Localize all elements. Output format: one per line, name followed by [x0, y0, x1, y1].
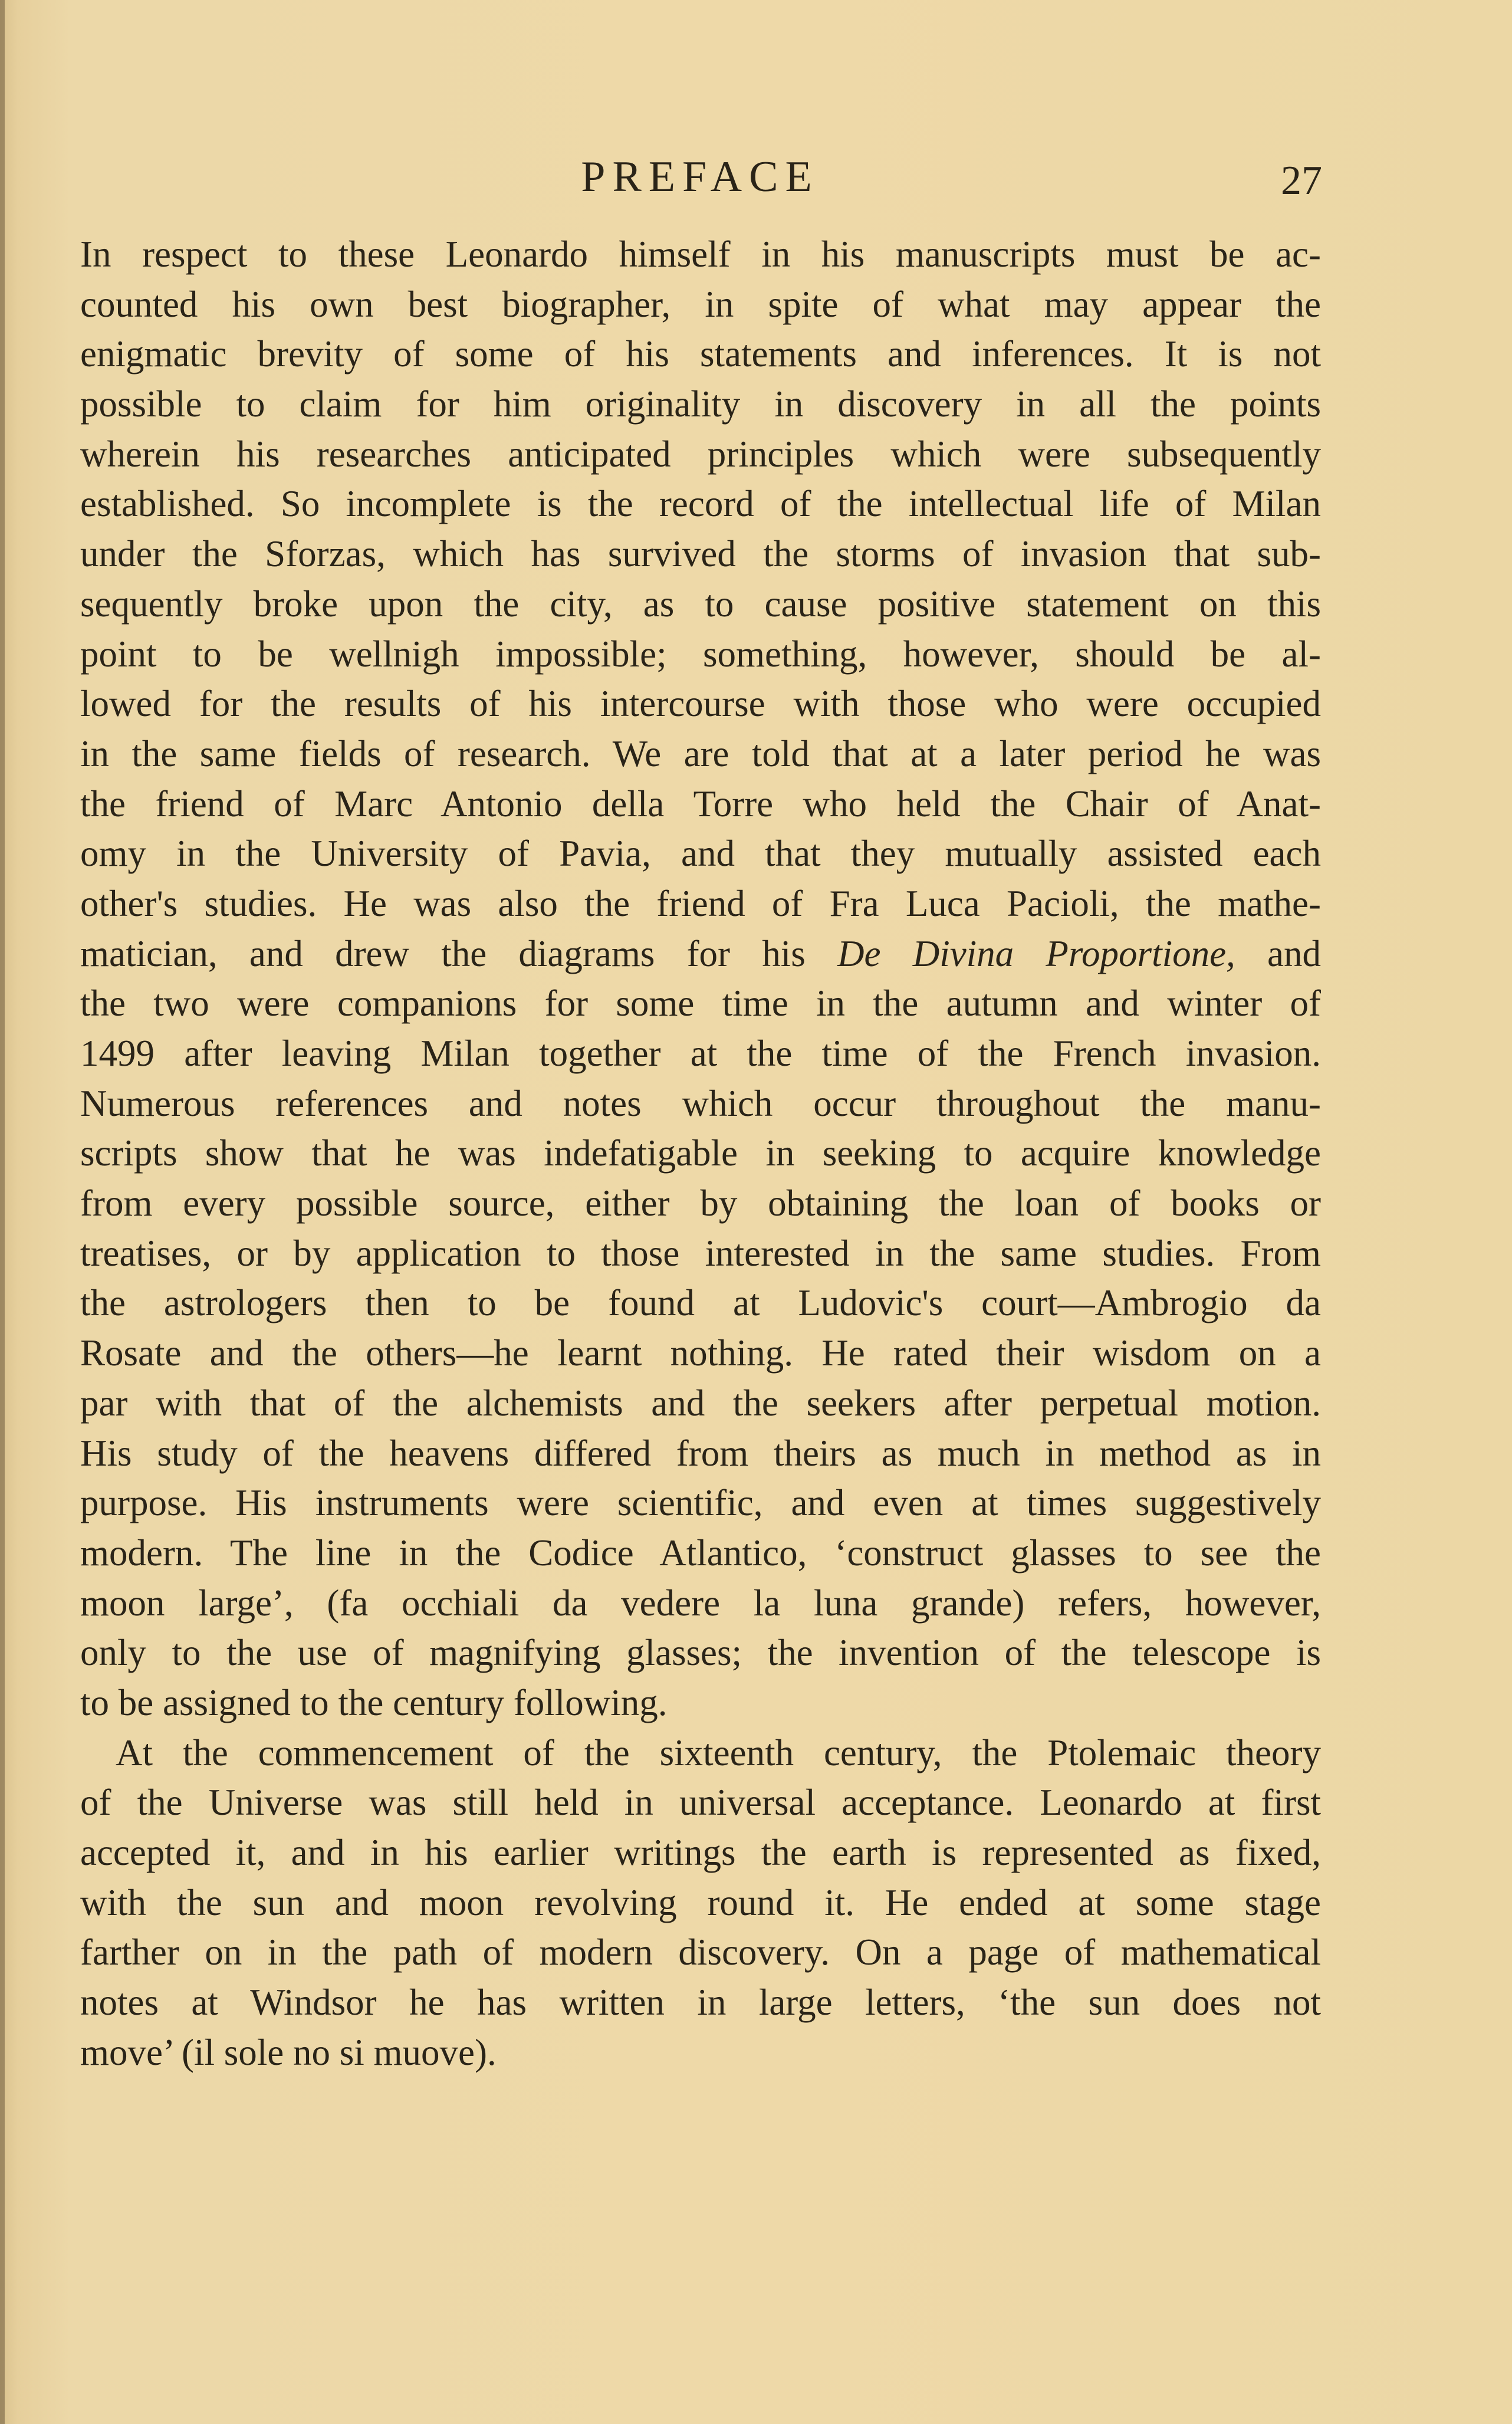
text-line: under the Sforzas, which has survived the storms of invasion that sub- [80, 533, 1321, 575]
text-line: lowed for the results of his intercourse with those who were occupied [80, 683, 1321, 725]
text-line: of the Universe was still held in universal acceptance. Leonardo at first [80, 1782, 1321, 1824]
body-text [80, 229, 1321, 2077]
text-line: omy in the University of Pavia, and that they mutually assisted each [80, 833, 1321, 875]
text-line: treatises, or by application to those interested in the same studies. From [80, 1232, 1321, 1274]
running-header-title: PREFACE [581, 153, 819, 201]
text-line: move’ (il sole no si muove). [80, 2031, 497, 2073]
text-line: with the sun and moon revolving round it. He ended at some stage [80, 1881, 1321, 1923]
text-line: Numerous references and notes which occur throughout the manu- [80, 1082, 1321, 1124]
text-line: the two were companions for some time in the autumn and winter of [80, 983, 1321, 1024]
text-line: par with that of the alchemists and the seekers after perpetual motion. [80, 1382, 1321, 1424]
text-line: modern. The line in the Codice Atlantico, ‘construct glasses to see the [80, 1532, 1321, 1574]
text-line: farther on in the path of modern discovery. On a page of mathematical [80, 1932, 1321, 1973]
text-line: possible to claim for him originality in discovery in all the points [80, 383, 1321, 425]
text-segment: and [1235, 932, 1321, 974]
text-line: the friend of Marc Antonio della Torre who held the Chair of Anat- [80, 783, 1321, 825]
text-line: point to be wellnigh impossible; something, however, should be al- [80, 633, 1321, 675]
text-line: In respect to these Leonardo himself in his manuscripts must be ac- [80, 234, 1321, 275]
text-segment: matician, and drew the diagrams for his [80, 932, 838, 974]
text-line: moon large’, (fa occhiali da vedere la luna grande) refers, however, [80, 1582, 1321, 1624]
text-line: enigmatic brevity of some of his statements and inferences. It is not [80, 333, 1321, 375]
text-line: notes at Windsor he has written in large letters, ‘the sun does not [80, 1982, 1321, 2024]
text-line: wherein his researches anticipated principles which were subsequently [80, 433, 1321, 475]
paragraph [80, 229, 1321, 1728]
text-line: purpose. His instruments were scientific, and even at times suggestively [80, 1482, 1321, 1524]
text-line: scripts show that he was indefatigable in seeking to acquire knowledge [80, 1132, 1321, 1174]
text-line: 1499 after leaving Milan together at the time of the French invasion. [80, 1033, 1321, 1074]
italic-title: De Divina Proportione, [837, 932, 1235, 974]
page-number: 27 [1281, 158, 1322, 203]
text-line: His study of the heavens differed from theirs as much in method as in [80, 1432, 1321, 1474]
text-line: counted his own best biographer, in spite of what may appear the [80, 283, 1321, 325]
text-line: sequently broke upon the city, as to cause positive statement on this [80, 583, 1321, 625]
text-line: in the same fields of research. We are told that at a later period he was [80, 733, 1321, 774]
text-line: established. So incomplete is the record of the intellectual life of Milan [80, 483, 1321, 525]
text-line: At the commencement of the sixteenth century, the Ptolemaic theory [116, 1732, 1321, 1773]
text-line: other's studies. He was also the friend of Fra Luca Pacioli, the mathe- [80, 882, 1321, 924]
text-line: only to the use of magnifying glasses; the invention of the telescope is [80, 1632, 1321, 1674]
text-line: Rosate and the others—he learnt nothing. He rated their wisdom on a [80, 1332, 1321, 1374]
paragraph [80, 1728, 1321, 2078]
text-line [80, 929, 1321, 979]
text-line: from every possible source, either by obtaining the loan of books or [80, 1183, 1321, 1224]
page-binding-edge [0, 0, 5, 2424]
text-line: the astrologers then to be found at Ludovic's court—Ambrogio da [80, 1282, 1321, 1324]
text-line: to be assigned to the century following. [80, 1681, 668, 1723]
text-line: accepted it, and in his earlier writings the earth is represented as fixed, [80, 1832, 1321, 1873]
